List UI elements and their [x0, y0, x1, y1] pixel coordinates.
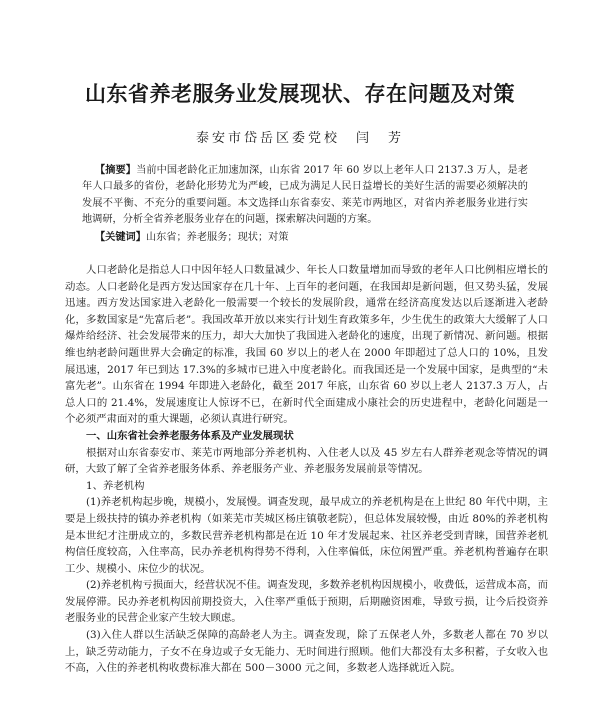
body-paragraph-3: (1)养老机构起步晚，规模小，发展慢。调查发现，最早成立的养老机构是在上世纪 80 年代中期，主要是上级扶持的镇办养老机构（如莱芜市芙城区杨庄镇敬老院），但总体发展较慢，由近 80%的养老机构是本世纪才注册成立的，多数民营养老机构都是在近 10 年才发展起来、社区养老受到青睐，国营养老机构信任度较高，入住率高，民办养老机构得势不得利，入住率偏低，床位闲置严重。养老机构普遍存在职工少、规模小、床位少的状况。: [65, 496, 548, 575]
body-paragraph-5: (3)入住人群以生活缺乏保障的高龄老人为主。调查发现，除了五保老人外，多数老人都在 70 岁以上，缺乏劳动能力，子女不在身边或子女无能力、无时间进行照顾。他们大都没有太多积蓄，子女收入也不高，入住的养老机构收费标准大都在 500－3000 元之间，多数老人选择就近入院。: [65, 629, 548, 675]
article-body: [65, 262, 548, 677]
keywords-label: 【关键词】: [95, 232, 146, 243]
body-paragraph-2: 根据对山东省泰安市、莱芜市两地部分养老机构、入住老人以及 45 岁左右人群养老观念等情况的调研，大致了解了全省养老服务体系、养老服务产业、养老服务发展前景等情况。: [65, 446, 548, 476]
body-paragraph-1: 人口老龄化是指总人口中因年轻人口数量减少、年长人口数量增加而导致的老年人口比例相应增长的动态。人口老龄化是西方发达国家存在几十年、上百年的老问题，在我国却是新问题，但又势头猛，发展迅速。西方发达国家进入老龄化一般需要一个较长的发展阶段，通常在经济高度发达以后逐渐进入老龄化，多数国家是“先富后老”。我国改革开放以来实行计划生育政策多年，少生优生的政策大大缓解了人口爆炸给经济、社会发展带来的压力，却大大加快了我国进入老龄化的速度，出现了新情况、新问题。根据维也纳老龄问题世界大会确定的标准，我国 60 岁以上的老人在 2000 年即超过了总人口的 10%，且发展迅速，2017 年已到达 17.3%的多城市已进入中度老龄化。而我国还是一个发展中国家，是典型的“未富先老”。山东省在 1994 年即进入老龄化，截至 2017 年底，山东省 60 岁以上老人 2137.3 万人，占总人口的 21.4%，发展速度让人惊讶不已，在新时代全面建成小康社会的历史进程中，老龄化问题是一个必须严肃面对的重大课题，必须认真进行研究。: [65, 264, 548, 426]
abstract-label: 【摘要】: [95, 165, 137, 176]
abstract-text: 当前中国老龄化正加速加深，山东省 2017 年 60 岁以上老年人口 2137.3 万人，是老年人口最多的省份，老龄化形势尤为严峻，已成为满足人民日益增长的美好生活的需要必须解决的发展不平衡、不充分的重要问题。本文选择山东省泰安、莱芜市两地区，对省内养老服务业进行实地调研，分析全省养老服务业存在的问题，探索解决问题的方案。: [82, 165, 529, 226]
section-heading-1: 一、山东省社会养老服务体系及产业发展现状: [86, 429, 294, 442]
subsection-heading-1: 1、养老机构: [86, 479, 145, 492]
abstract: [82, 163, 528, 229]
keywords-text: 山东省；养老服务；现状；对策: [145, 232, 289, 243]
keywords: [82, 230, 528, 246]
author-line: 泰安市岱岳区委党校 闫 芳: [195, 131, 404, 146]
article-title: 山东省养老服务业发展现状、存在问题及对策: [85, 82, 515, 106]
body-paragraph-4: (2)养老机构亏损面大，经营状况不佳。调查发现，多数养老机构因规模小，收费低，运营成本高，而发展停滞。民办养老机构因前期投资大，入住率严重低于预期，后期融资困难，导致亏损，让今后投资养老服务业的民营企业家产生较大顾虑。: [65, 579, 548, 625]
